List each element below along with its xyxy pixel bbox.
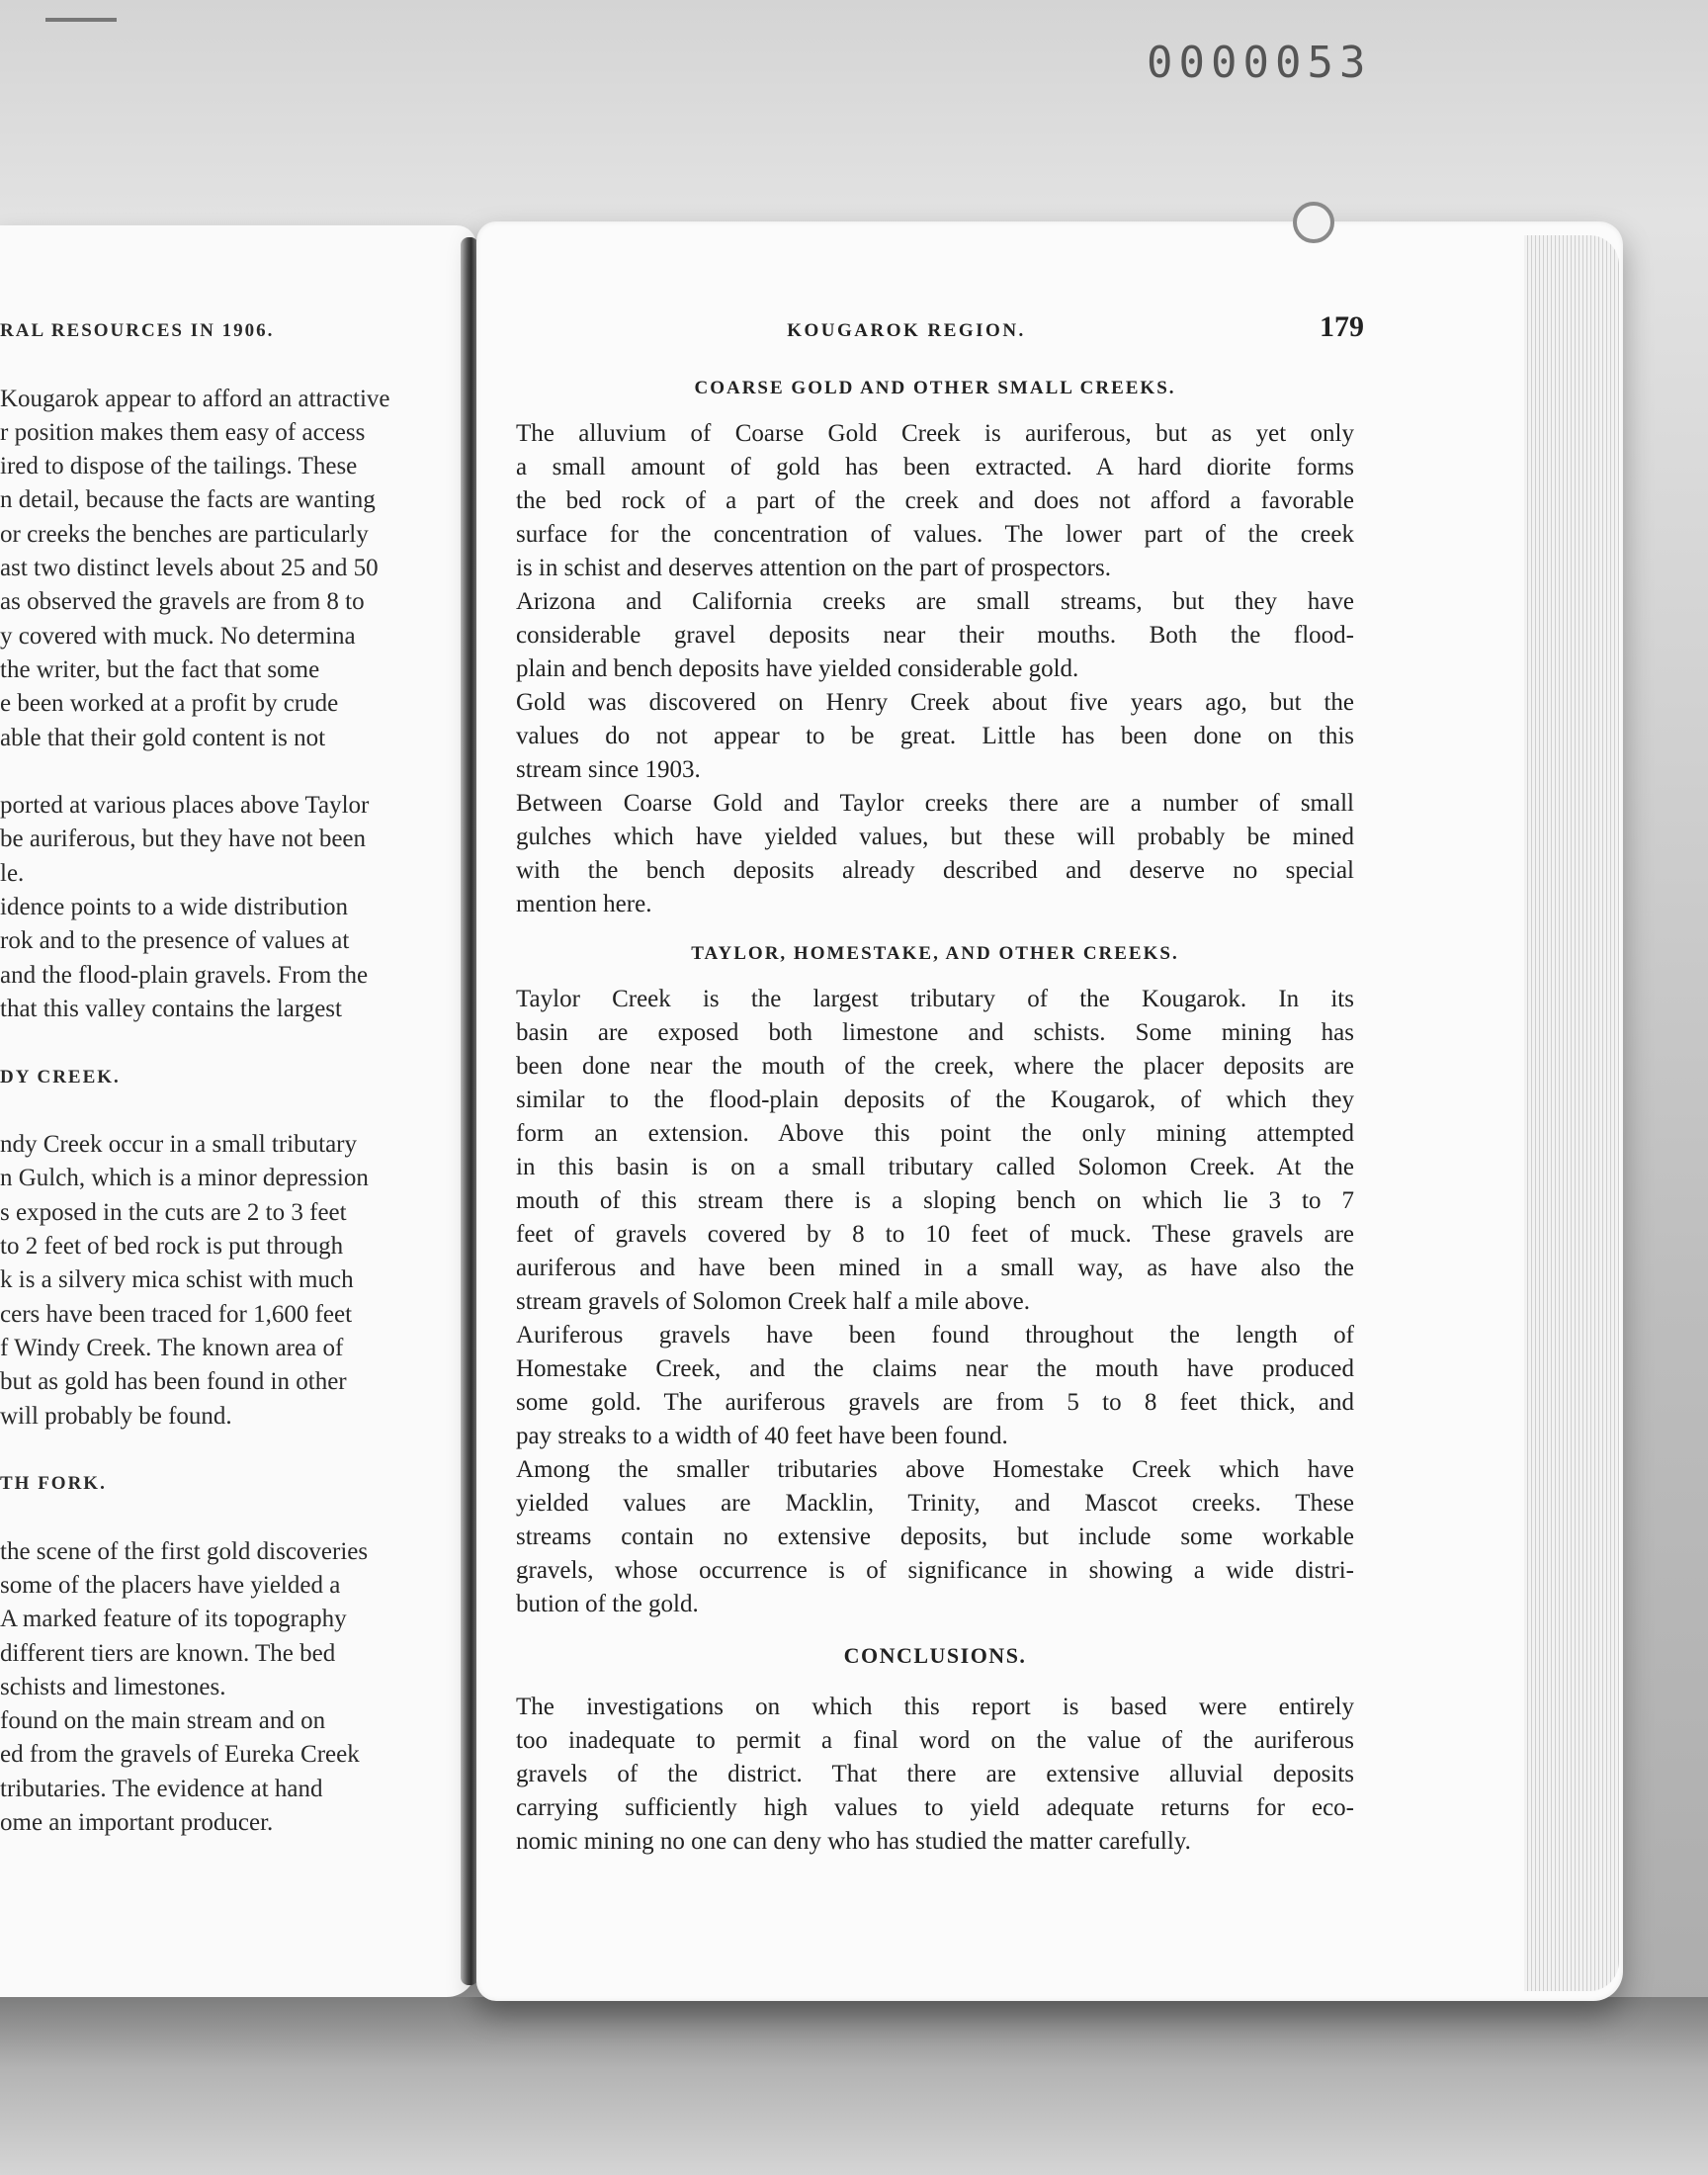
text-line: Among the smaller tributaries above Homestake Creek which have <box>516 1456 1354 1483</box>
text-line: The investigations on which this report is based were entirely <box>516 1694 1354 1720</box>
text-line: the bed rock of a part of the creek and does not afford a favorable <box>516 487 1354 514</box>
text-line: plain and bench deposits have yielded considerable gold. <box>516 655 1079 682</box>
left-text-line: ported at various places above Taylor <box>0 792 370 820</box>
text-line: basin are exposed both limestone and schists. Some mining has <box>516 1019 1354 1046</box>
text-line: considerable gravel deposits near their mouths. Both the flood- <box>516 622 1354 649</box>
sections <box>516 378 1354 1870</box>
paragraph <box>516 1319 1354 1453</box>
left-text-line: s exposed in the cuts are 2 to 3 feet <box>0 1198 347 1226</box>
left-text-line: A marked feature of its topography <box>0 1606 347 1633</box>
left-text-line: rok and to the presence of values at <box>0 927 350 955</box>
right-page-content <box>516 308 1364 1870</box>
scan-mark <box>45 18 117 22</box>
text-line: form an extension. Above this point the only mining attempted <box>516 1120 1354 1147</box>
text-line: Arizona and California creeks are small streams, but they have <box>516 588 1354 615</box>
left-section-heading: DY CREEK. <box>0 1066 121 1088</box>
text-line: Gold was discovered on Henry Creek about five years ago, but the <box>516 689 1354 716</box>
left-text-line: some of the placers have yielded a <box>0 1571 341 1599</box>
text-line: in this basin is on a small tributary called Solomon Creek. At the <box>516 1154 1354 1180</box>
left-blank-line <box>0 755 467 789</box>
text-line: Between Coarse Gold and Taylor creeks there are a number of small <box>516 790 1354 817</box>
text-line: gravels, whose occurrence is of significance in showing a wide distri- <box>516 1557 1354 1584</box>
paragraph <box>516 1691 1354 1859</box>
text-line: feet of gravels covered by 8 to 10 feet of muck. These gravels are <box>516 1221 1354 1248</box>
text-line: mention here. <box>516 891 652 917</box>
left-text-line: Kougarok appear to afford an attractive <box>0 385 390 412</box>
left-text-line: that this valley contains the largest <box>0 995 342 1022</box>
text-line: bution of the gold. <box>516 1591 699 1617</box>
left-text-line: n Gulch, which is a minor depression <box>0 1165 369 1192</box>
left-page-text <box>0 314 467 1840</box>
left-blank-line <box>0 1501 467 1534</box>
left-page <box>0 225 476 1997</box>
left-text-line: ome an important producer. <box>0 1809 274 1837</box>
page-edges <box>1524 235 1619 1991</box>
left-text-line: tributaries. The evidence at hand <box>0 1775 323 1802</box>
text-line: values do not appear to be great. Little has been done on this <box>516 723 1354 749</box>
left-text-line: able that their gold content is not <box>0 724 326 751</box>
text-line: auriferous and have been mined in a small way, as have also the <box>516 1255 1354 1281</box>
text-line: with the bench deposits already described and deserve no special <box>516 857 1354 884</box>
left-text-line: different tiers are known. The bed <box>0 1639 336 1667</box>
paragraph <box>516 417 1354 585</box>
document-number: 0000053 <box>1147 38 1372 88</box>
left-text-line: k is a silvery mica schist with much <box>0 1266 354 1294</box>
text-line: is in schist and deserves attention on the part of prospectors. <box>516 555 1111 581</box>
text-line: been done near the mouth of the creek, where the placer deposits are <box>516 1053 1354 1080</box>
paragraph <box>516 983 1354 1319</box>
text-line: mouth of this stream there is a sloping bench on which lie 3 to 7 <box>516 1187 1354 1214</box>
left-section-heading: TH FORK. <box>0 1473 107 1495</box>
text-line: pay streaks to a width of 40 feet have been found. <box>516 1423 1008 1449</box>
left-text-line: will probably be found. <box>0 1402 232 1430</box>
left-blank-line <box>0 1434 467 1467</box>
section-heading: CONCLUSIONS. <box>843 1643 1027 1668</box>
binder-ring <box>1293 202 1334 243</box>
paragraph <box>516 1453 1354 1621</box>
left-text-line: ast two distinct levels about 25 and 50 <box>0 555 379 582</box>
paragraph <box>516 686 1354 787</box>
text-line: stream since 1903. <box>516 756 701 783</box>
left-text-line: schists and limestones. <box>0 1673 226 1700</box>
left-text-line: and the flood-plain gravels. From the <box>0 961 369 989</box>
left-text-line: the scene of the first gold discoveries <box>0 1537 369 1565</box>
text-line: Taylor Creek is the largest tributary of the Kougarok. In its <box>516 986 1354 1012</box>
text-line: nomic mining no one can deny who has studied the matter carefully. <box>516 1828 1191 1855</box>
left-text-line: y covered with muck. No determina <box>0 622 356 650</box>
paragraph <box>516 787 1354 921</box>
running-title: KOUGAROK REGION. <box>787 320 1026 341</box>
left-text-line: cers have been traced for 1,600 feet <box>0 1300 353 1328</box>
left-text-line: found on the main stream and on <box>0 1707 326 1735</box>
text-line: streams contain no extensive deposits, but include some workable <box>516 1523 1354 1550</box>
left-text-line: n detail, because the facts are wanting <box>0 486 376 514</box>
left-text-line: to 2 feet of bed rock is put through <box>0 1233 344 1261</box>
left-blank-line <box>0 1026 467 1060</box>
left-text-line: idence points to a wide distribution <box>0 894 349 921</box>
left-text-line: the writer, but the fact that some <box>0 655 320 683</box>
left-text-line: f Windy Creek. The known area of <box>0 1334 344 1361</box>
left-text-line: ndy Creek occur in a small tributary <box>0 1131 357 1159</box>
section-heading: COARSE GOLD AND OTHER SMALL CREEKS. <box>694 378 1176 398</box>
left-running-head: RAL RESOURCES IN 1906. <box>0 320 275 341</box>
text-line: gravels of the district. That there are extensive alluvial deposits <box>516 1761 1354 1787</box>
text-line: similar to the flood-plain deposits of the Kougarok, of which they <box>516 1087 1354 1113</box>
running-head <box>516 308 1364 368</box>
page-number: 179 <box>1320 310 1364 343</box>
text-line: Auriferous gravels have been found throughout the length of <box>516 1322 1354 1348</box>
text-line: The alluvium of Coarse Gold Creek is auriferous, but as yet only <box>516 420 1354 447</box>
left-text-line: e been worked at a profit by crude <box>0 690 339 718</box>
left-blank-line <box>0 1094 467 1128</box>
left-text-line: but as gold has been found in other <box>0 1368 347 1396</box>
paragraph <box>516 585 1354 686</box>
left-text-line: ired to dispose of the tailings. These <box>0 453 358 480</box>
left-text-line: le. <box>0 859 25 887</box>
section-heading: TAYLOR, HOMESTAKE, AND OTHER CREEKS. <box>691 943 1179 964</box>
text-line: carrying sufficiently high values to yield adequate returns for eco- <box>516 1794 1354 1821</box>
text-line: gulches which have yielded values, but these will probably be mined <box>516 824 1354 850</box>
text-line: stream gravels of Solomon Creek half a mile above. <box>516 1288 1030 1315</box>
text-line: too inadequate to permit a final word on the value of the auriferous <box>516 1727 1354 1754</box>
text-line: yielded values are Macklin, Trinity, and Mascot creeks. These <box>516 1490 1354 1517</box>
left-text-line: as observed the gravels are from 8 to <box>0 588 365 616</box>
text-line: Homestake Creek, and the claims near the mouth have produced <box>516 1355 1354 1382</box>
left-text-line: or creeks the benches are particularly <box>0 520 369 548</box>
left-text-line: be auriferous, but they have not been <box>0 826 367 853</box>
left-text-line: r position makes them easy of access <box>0 418 366 446</box>
text-line: some gold. The auriferous gravels are from 5 to 8 feet thick, and <box>516 1389 1354 1416</box>
scan-bottom-shadow <box>0 1997 1708 2175</box>
left-text-line: ed from the gravels of Eureka Creek <box>0 1741 360 1769</box>
text-line: surface for the concentration of values. The lower part of the creek <box>516 521 1354 548</box>
text-line: a small amount of gold has been extracted. A hard diorite forms <box>516 454 1354 480</box>
